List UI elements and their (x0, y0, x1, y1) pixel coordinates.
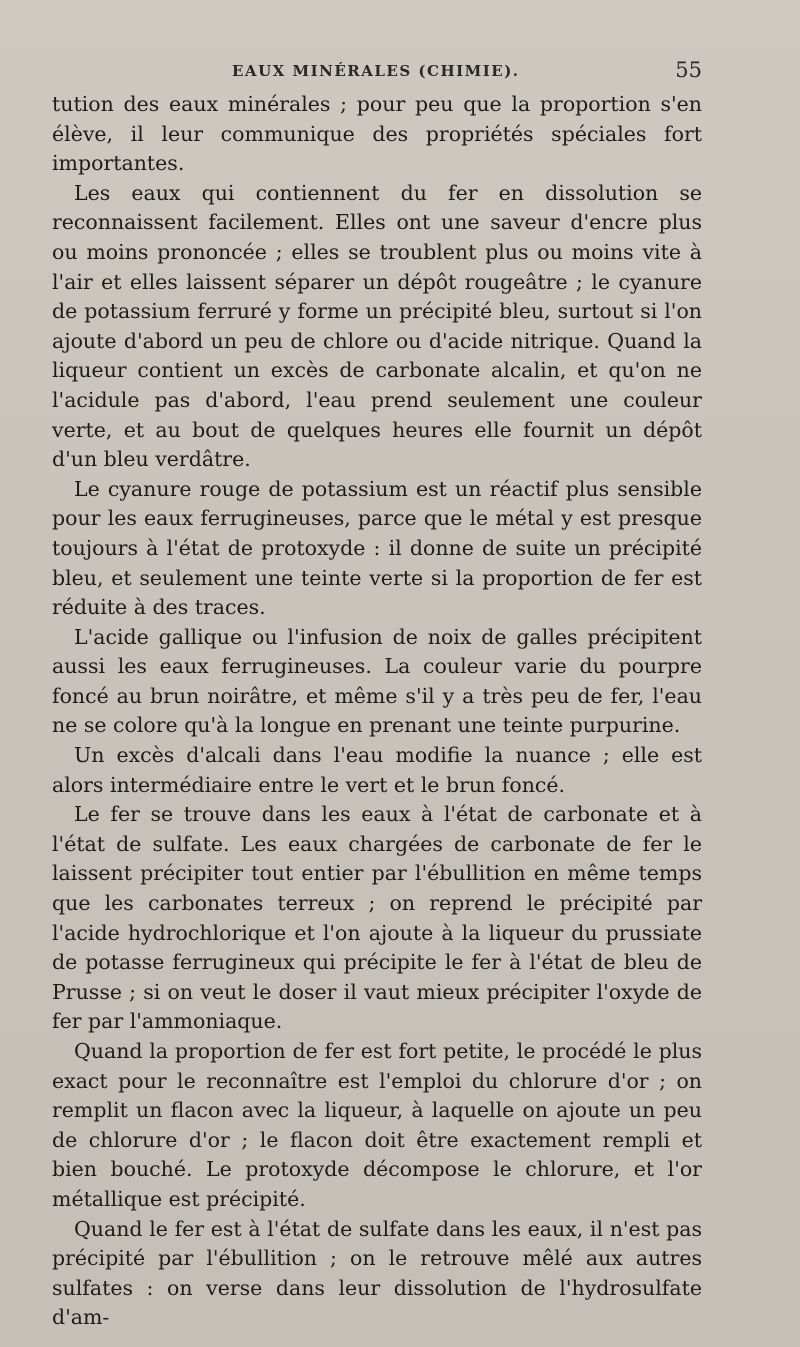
paragraph-carbonate-sulfate: Le fer se trouve dans les eaux à l'état de carbonate et à l'état de sulfate. Les eaux chargées de carbonate de fer le laissent précipiter tout entier par l'ébullition en même temps que les carbonates terreux ; on reprend le précipité par l'acide hydrochlorique et l'on ajoute à la liqueur du prussiate de potasse ferrugineux qui précipite le fer à l'état de bleu de Prusse ; si on veut le doser il vaut mieux précipiter l'oxyde de fer par l'ammoniaque. (52, 802, 702, 1034)
paragraph-gallic-acid: L'acide gallique ou l'infusion de noix de galles précipitent aussi les eaux ferrugineuses. La couleur varie du pourpre foncé au brun noirâtre, et même s'il y a très peu de fer, l'eau ne se colore qu'à la longue en prenant une teinte purpurine. (52, 624, 702, 738)
body-text (52, 90, 702, 1333)
paragraph-iron-detection: Les eaux qui contiennent du fer en dissolution se reconnaissent facilement. Elles ont une saveur d'encre plus ou moins prononcée ; elles se troublent plus ou moins vite à l'air et elles laissent séparer un dépôt rougeâtre ; le cyanure de potassium ferruré y forme un précipité bleu, surtout si l'on ajoute d'abord un peu de chlore ou d'acide nitrique. Quand la liqueur contient un excès de carbonate alcalin, et qu'on ne l'acidule pas d'abord, l'eau prend seulement une couleur verte, et au bout de quelques heures elle fournit un dépôt d'un bleu verdâtre. (52, 180, 702, 472)
page-number: 55 (675, 58, 702, 82)
paragraph-red-cyanide: Le cyanure rouge de potassium est un réactif plus sensible pour les eaux ferrugineuses, parce que le métal y est presque toujours à l'état de protoxyde : il donne de suite un précipité bleu, et seulement une teinte verte si la proportion de fer est réduite à des traces. (52, 476, 702, 620)
paragraph-gold-chloride: Quand la proportion de fer est fort petite, le procédé le plus exact pour le reconnaître est l'emploi du chlorure d'or ; on remplit un flacon avec la liqueur, à laquelle on ajoute un peu de chlorure d'or ; le flacon doit être exactement rempli et bien bouché. Le protoxyde décompose le chlorure, et l'or métallique est précipité. (52, 1039, 702, 1211)
paragraph-alkali-excess: Un excès d'alcali dans l'eau modifie la nuance ; elle est alors intermédiaire entre le vert et le brun foncé. (52, 743, 702, 797)
paragraph-sulfate-state: Quand le fer est à l'état de sulfate dans les eaux, il n'est pas précipité par l'ébullition ; on le retrouve mêlé aux autres sulfates : on verse dans leur dissolution de l'hydrosulfate d'am- (52, 1216, 702, 1330)
paragraph-continuation: tution des eaux minérales ; pour peu que la proportion s'en élève, il leur communique des propriétés spéciales fort importantes. (52, 92, 702, 176)
running-title: EAUX MINÉRALES (CHIMIE). (232, 62, 520, 80)
running-head (52, 58, 702, 88)
